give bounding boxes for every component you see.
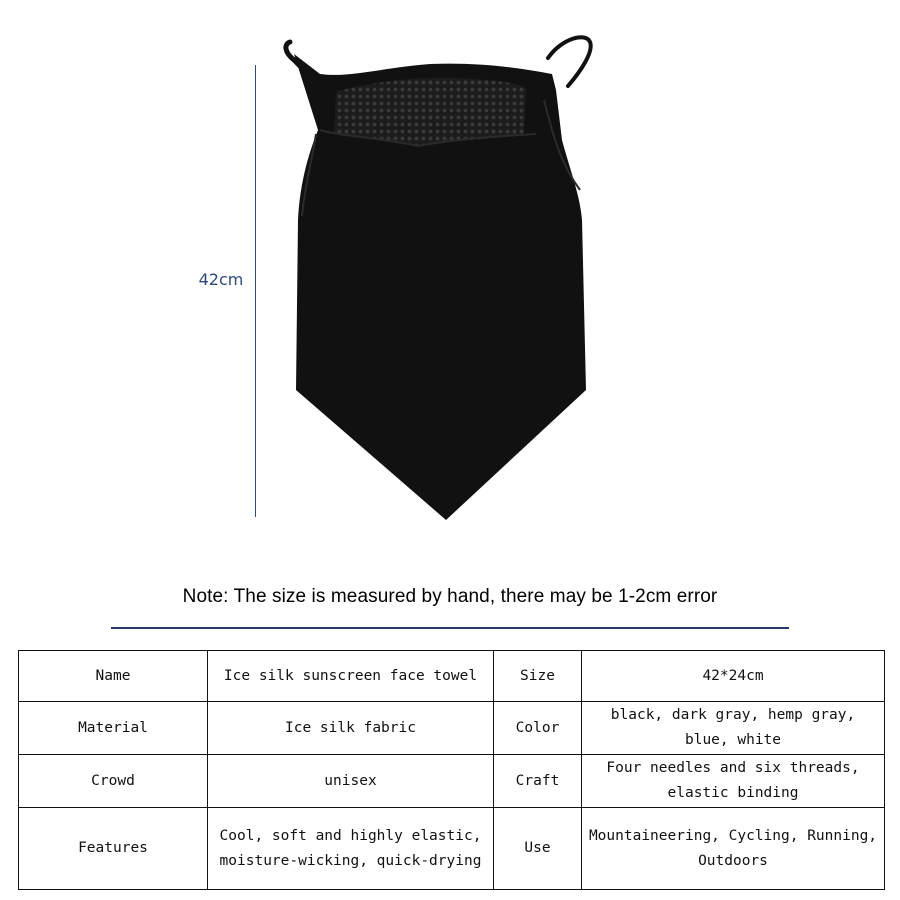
spec-label: Material: [19, 702, 208, 755]
spec-value: Mountaineering, Cycling, Running, Outdoors: [582, 808, 885, 890]
table-row: [19, 808, 885, 890]
spec-label: Name: [19, 651, 208, 702]
face-mask-image: [280, 30, 600, 530]
spec-value: 42*24cm: [582, 651, 885, 702]
spec-label: Size: [494, 651, 582, 702]
spec-label: Features: [19, 808, 208, 890]
note-underline: [111, 627, 789, 629]
height-measure-line: [255, 65, 256, 517]
spec-value: Cool, soft and highly elastic, moisture-wicking, quick-drying: [208, 808, 494, 890]
spec-label: Use: [494, 808, 582, 890]
height-measure-label: 42cm: [198, 270, 244, 289]
spec-label: Color: [494, 702, 582, 755]
table-row: [19, 651, 885, 702]
product-spec-table: [18, 650, 885, 890]
spec-value: unisex: [208, 755, 494, 808]
spec-label: Crowd: [19, 755, 208, 808]
spec-value: Ice silk fabric: [208, 702, 494, 755]
spec-value: black, dark gray, hemp gray, blue, white: [582, 702, 885, 755]
spec-label: Craft: [494, 755, 582, 808]
table-row: [19, 702, 885, 755]
measurement-note: Note: The size is measured by hand, there may be 1-2cm error: [182, 586, 718, 607]
table-row: [19, 755, 885, 808]
spec-value: Ice silk sunscreen face towel: [208, 651, 494, 702]
spec-value: Four needles and six threads, elastic binding: [582, 755, 885, 808]
